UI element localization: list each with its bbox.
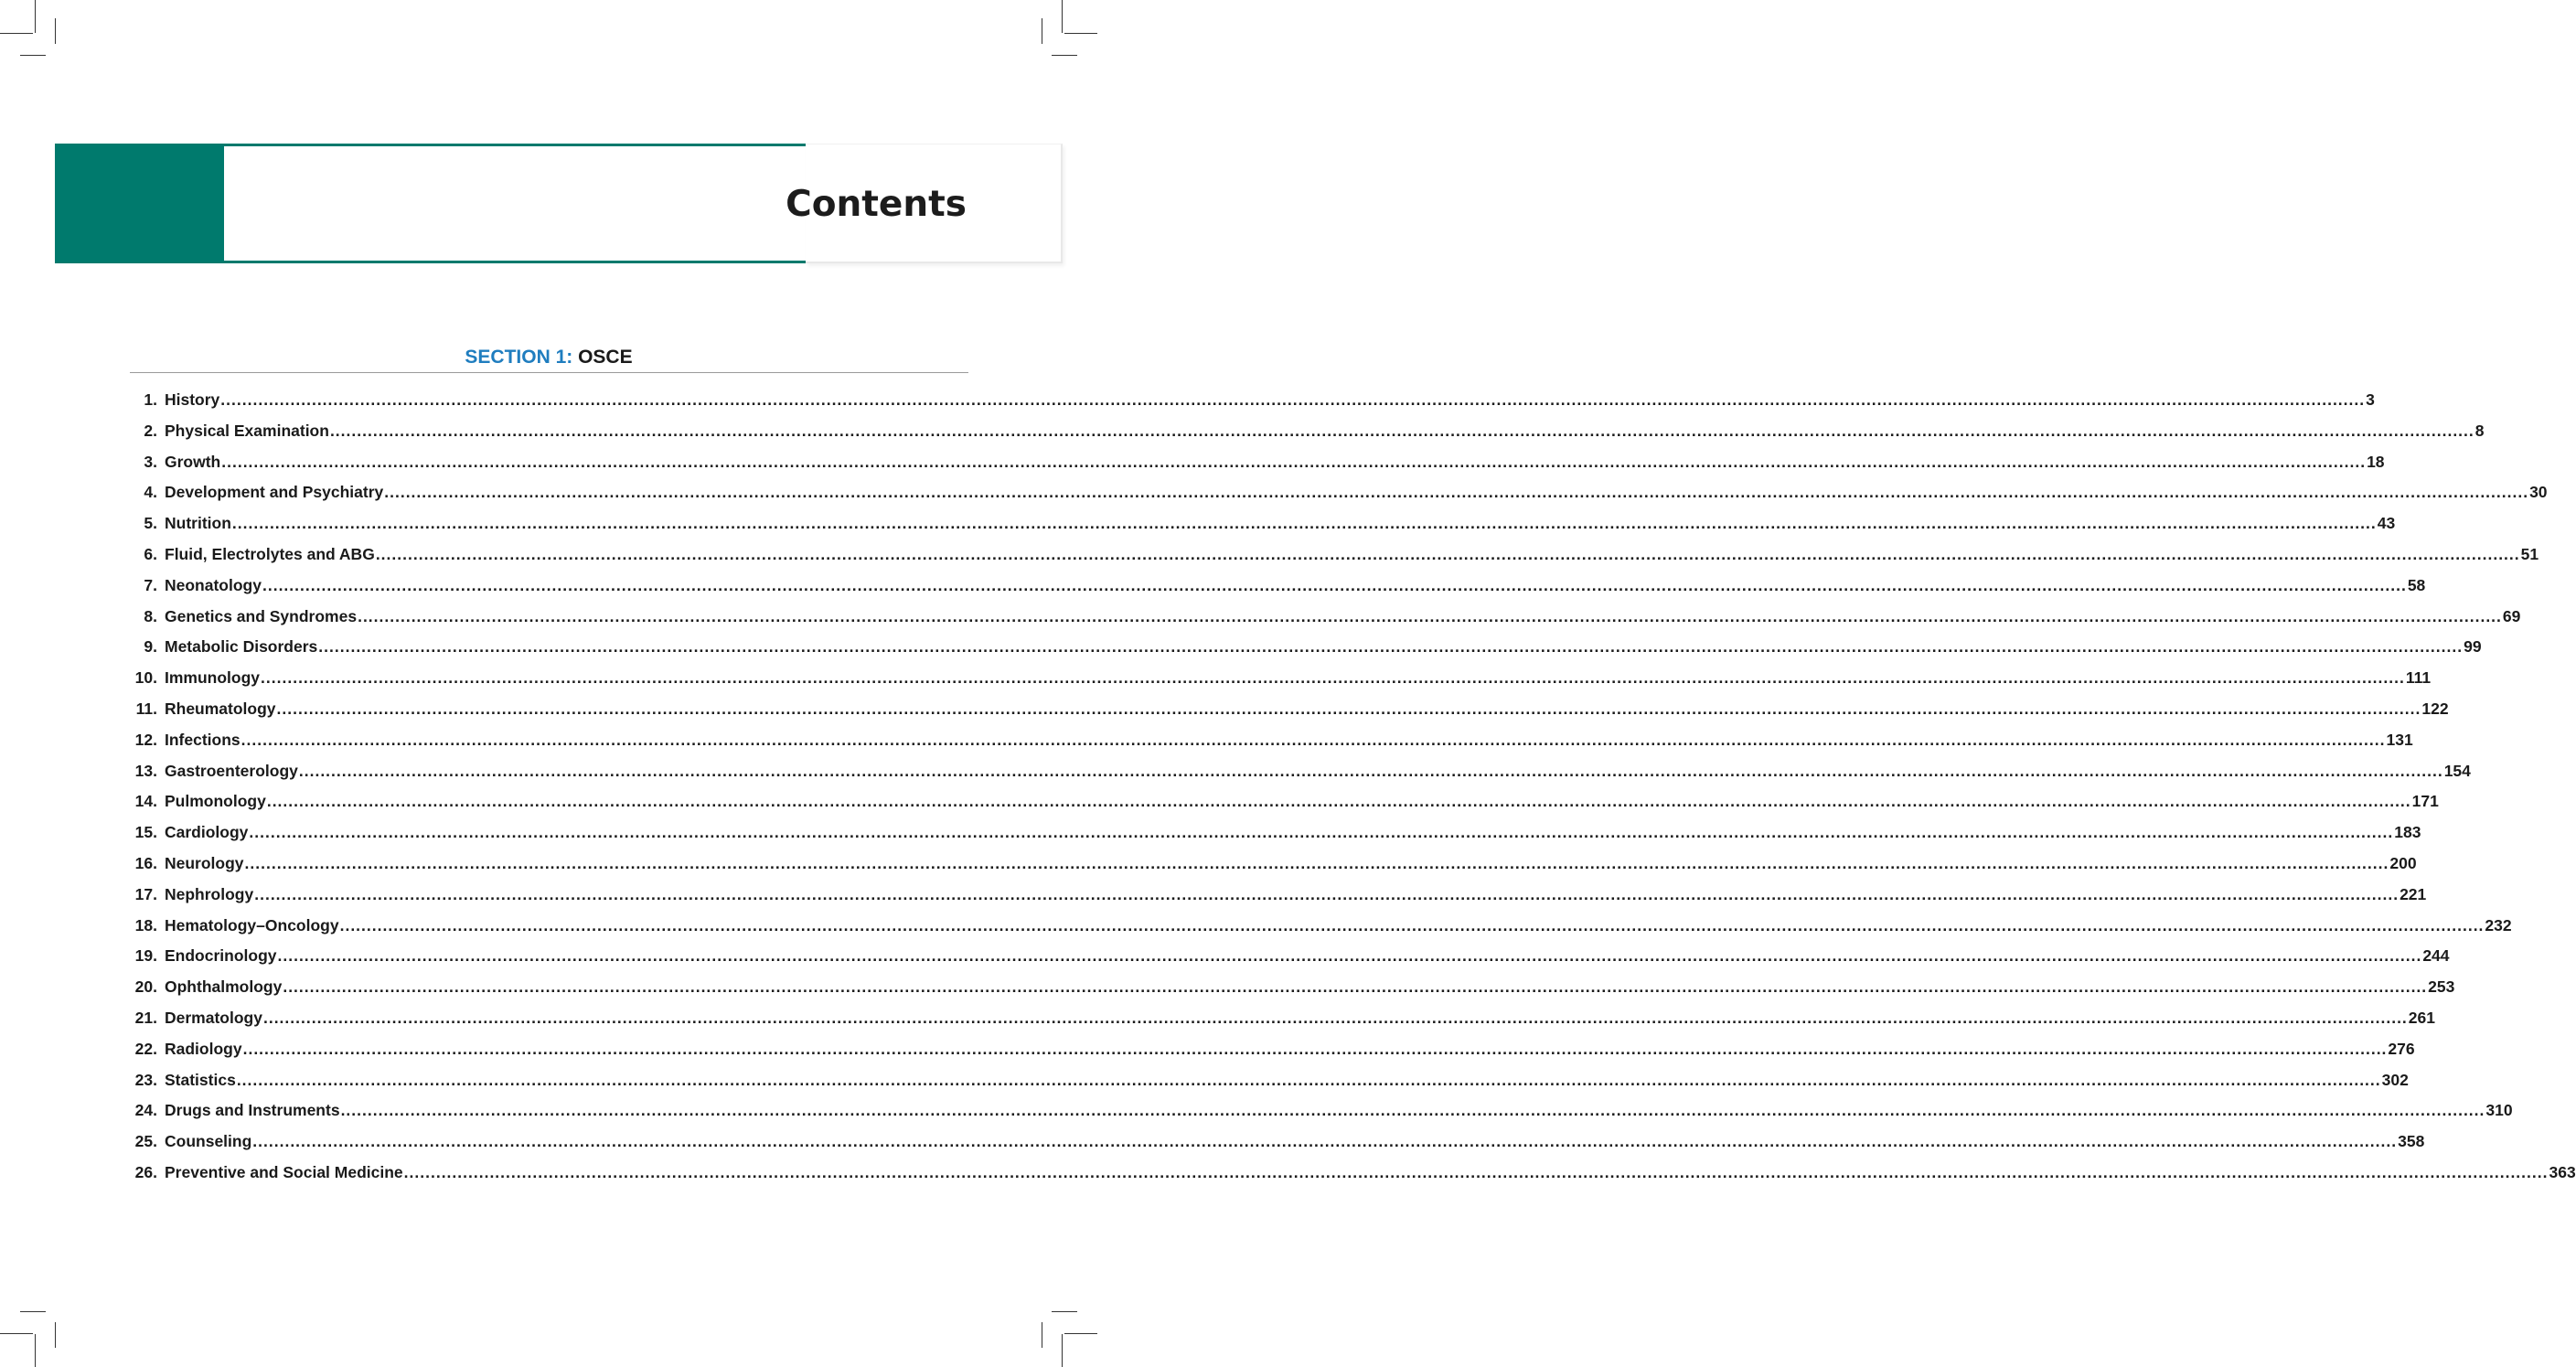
banner-accent-block — [55, 144, 224, 263]
toc-entry-page: 244 — [2422, 946, 2450, 966]
toc-dot-leader: ................................................................................................................................................................................................................................................................................................................................................................................................................ — [358, 606, 2502, 625]
toc-entry-title: Hematology–Oncology — [165, 915, 339, 934]
crop-mark — [20, 1311, 46, 1312]
toc-dot-leader: ................................................................................................................................................................................................................................................................................................................................................................................................................ — [220, 390, 2366, 409]
toc-entry-number: 1. — [144, 390, 157, 409]
toc-entry-page: 3 — [2366, 390, 2375, 409]
toc-entry-page: 58 — [2407, 575, 2426, 594]
toc-entry-page: 18 — [2367, 452, 2385, 471]
toc-entry[interactable] — [130, 1101, 2513, 1132]
toc-entry-number: 16. — [134, 853, 157, 872]
toc-entry-page: 69 — [2502, 606, 2521, 625]
toc-entry[interactable] — [130, 853, 2417, 885]
toc-dot-leader: ................................................................................................................................................................................................................................................................................................................................................................................................................ — [221, 452, 2367, 471]
toc-entry[interactable] — [130, 792, 2439, 823]
toc-entry-page: 253 — [2428, 977, 2455, 997]
crop-mark — [1064, 33, 1097, 34]
toc-entry-page: 200 — [2389, 853, 2417, 872]
toc-entry-title: Nephrology — [165, 884, 254, 903]
toc-dot-leader: ................................................................................................................................................................................................................................................................................................................................................................................................................ — [276, 699, 2421, 718]
toc-dot-leader: ................................................................................................................................................................................................................................................................................................................................................................................................................ — [240, 730, 2386, 749]
toc-dot-leader: ................................................................................................................................................................................................................................................................................................................................................................................................................ — [249, 823, 2394, 842]
toc-entry-title: Development and Psychiatry — [165, 483, 384, 502]
toc-entry-page: 30 — [2529, 483, 2548, 502]
toc-entry-title: Radiology — [165, 1039, 242, 1058]
toc-dot-leader: ................................................................................................................................................................................................................................................................................................................................................................................................................ — [318, 637, 2464, 657]
toc-entry-page: 232 — [2485, 915, 2512, 934]
toc-entry-number: 4. — [144, 483, 157, 502]
toc-entry-title: Counseling — [165, 1132, 252, 1151]
toc-entry-number: 20. — [134, 977, 157, 997]
toc-dot-leader: ................................................................................................................................................................................................................................................................................................................................................................................................................ — [236, 1070, 2381, 1089]
toc-dot-leader: ................................................................................................................................................................................................................................................................................................................................................................................................................ — [329, 421, 2474, 440]
toc-entry[interactable] — [130, 483, 2548, 514]
toc-entry-title: Neurology — [165, 853, 244, 872]
crop-mark — [1062, 1334, 1063, 1367]
toc-entry-number: 19. — [134, 946, 157, 966]
toc-entry-number: 11. — [135, 699, 157, 718]
toc-entry-number: 9. — [144, 637, 157, 657]
toc-entry-title: Infections — [165, 730, 240, 749]
section-heading — [130, 347, 967, 368]
toc-dot-leader: ................................................................................................................................................................................................................................................................................................................................................................................................................ — [262, 575, 2407, 594]
crop-mark — [0, 33, 33, 34]
toc-entry-number: 17. — [134, 884, 157, 903]
section-name: OSCE — [578, 347, 633, 368]
toc-entry-page: 310 — [2485, 1101, 2513, 1120]
toc-entry-title: Growth — [165, 452, 221, 471]
toc-entry-title: Nutrition — [165, 514, 231, 533]
toc-dot-leader: ................................................................................................................................................................................................................................................................................................................................................................................................................ — [298, 761, 2443, 780]
toc-entry-title: Statistics — [165, 1070, 236, 1089]
crop-mark — [1052, 55, 1077, 56]
toc-dot-leader: ................................................................................................................................................................................................................................................................................................................................................................................................................ — [340, 1101, 2485, 1120]
toc-entry[interactable] — [130, 452, 2385, 484]
toc-entry-number: 2. — [144, 421, 157, 440]
toc-entry-page: 221 — [2400, 884, 2427, 903]
crop-mark — [35, 0, 36, 33]
toc-dot-leader: ................................................................................................................................................................................................................................................................................................................................................................................................................ — [375, 544, 2520, 563]
toc-entry[interactable] — [130, 1008, 2435, 1040]
toc-dot-leader: ................................................................................................................................................................................................................................................................................................................................................................................................................ — [266, 792, 2411, 811]
crop-mark — [1064, 1333, 1097, 1334]
toc-entry-page: 99 — [2464, 637, 2482, 657]
toc-entry[interactable] — [130, 946, 2450, 977]
toc-entry-title: Ophthalmology — [165, 977, 283, 997]
toc-entry-page: 111 — [2405, 668, 2432, 688]
toc-entry-number: 24. — [134, 1101, 157, 1120]
toc-entry[interactable] — [130, 544, 2539, 576]
toc-entry[interactable] — [130, 1132, 2425, 1163]
toc-entry[interactable] — [130, 730, 2413, 762]
toc-dot-leader: ................................................................................................................................................................................................................................................................................................................................................................................................................ — [254, 884, 2400, 903]
toc-entry[interactable] — [130, 1039, 2415, 1071]
toc-dot-leader: ................................................................................................................................................................................................................................................................................................................................................................................................................ — [403, 1162, 2549, 1181]
toc-dot-leader: ................................................................................................................................................................................................................................................................................................................................................................................................................ — [231, 514, 2377, 533]
toc-entry-number: 23. — [134, 1070, 157, 1089]
crop-mark — [1062, 0, 1063, 33]
toc-entry-number: 5. — [144, 514, 157, 533]
toc-entry-number: 13. — [134, 761, 157, 780]
crop-mark — [1052, 1311, 1077, 1312]
toc-entry-number: 21. — [134, 1008, 157, 1027]
toc-entry-title: Endocrinology — [165, 946, 277, 966]
toc-entry-title: Drugs and Instruments — [165, 1101, 340, 1120]
toc-entry[interactable] — [130, 668, 2432, 700]
toc-entry-title: Dermatology — [165, 1008, 262, 1027]
toc-dot-leader: ................................................................................................................................................................................................................................................................................................................................................................................................................ — [339, 915, 2485, 934]
section-number: SECTION 1: — [465, 347, 573, 368]
toc-entry-page: 171 — [2411, 792, 2439, 811]
toc-entry-title: Fluid, Electrolytes and ABG — [165, 544, 375, 563]
toc-entry-page: 363 — [2549, 1162, 2576, 1181]
toc-entry[interactable] — [130, 1070, 2409, 1102]
toc-entry[interactable] — [130, 606, 2521, 638]
toc-entry[interactable] — [130, 1162, 2576, 1194]
toc-list — [130, 390, 2576, 1194]
crop-mark — [55, 1322, 56, 1348]
toc-entry-title: Neonatology — [165, 575, 262, 594]
toc-dot-leader: ................................................................................................................................................................................................................................................................................................................................................................................................................ — [242, 1039, 2388, 1058]
toc-dot-leader: ................................................................................................................................................................................................................................................................................................................................................................................................................ — [262, 1008, 2408, 1027]
toc-entry-page: 276 — [2388, 1039, 2415, 1058]
toc-entry-title: Metabolic Disorders — [165, 637, 318, 657]
toc-entry-number: 12. — [134, 730, 157, 749]
toc-entry-number: 6. — [144, 544, 157, 563]
toc-entry-number: 8. — [144, 606, 157, 625]
toc-entry-number: 22. — [134, 1039, 157, 1058]
toc-entry[interactable] — [130, 390, 2375, 422]
toc-entry-page: 43 — [2377, 514, 2396, 533]
toc-entry-number: 18. — [134, 915, 157, 934]
toc-entry[interactable] — [130, 761, 2471, 793]
toc-entry[interactable] — [130, 575, 2426, 607]
toc-entry-page: 154 — [2443, 761, 2471, 780]
toc-entry-page: 131 — [2386, 730, 2413, 749]
toc-entry-number: 15. — [134, 823, 157, 842]
toc-entry[interactable] — [130, 915, 2512, 947]
toc-entry-number: 25. — [134, 1132, 157, 1151]
toc-entry-title: History — [165, 390, 220, 409]
toc-entry[interactable] — [130, 823, 2421, 854]
banner-rule-bottom — [224, 261, 806, 263]
section-divider — [130, 372, 968, 373]
crop-mark — [35, 1334, 36, 1367]
toc-entry[interactable] — [130, 884, 2427, 916]
toc-entry-number: 10. — [134, 668, 157, 688]
toc-entry-page: 8 — [2474, 421, 2485, 440]
toc-entry-title: Immunology — [165, 668, 261, 688]
toc-entry-number: 14. — [134, 792, 157, 811]
toc-entry[interactable] — [130, 699, 2449, 731]
toc-entry-page: 122 — [2421, 699, 2449, 718]
toc-entry-title: Rheumatology — [165, 699, 276, 718]
toc-entry-page: 302 — [2381, 1070, 2409, 1089]
toc-entry-number: 7. — [144, 575, 157, 594]
toc-entry-page: 183 — [2394, 823, 2421, 842]
toc-entry-title: Gastroenterology — [165, 761, 298, 780]
toc-entry-page: 261 — [2408, 1008, 2435, 1027]
toc-entry-title: Genetics and Syndromes — [165, 606, 358, 625]
toc-entry-title: Physical Examination — [165, 421, 329, 440]
toc-entry-page: 51 — [2520, 544, 2539, 563]
toc-dot-leader: ................................................................................................................................................................................................................................................................................................................................................................................................................ — [261, 668, 2405, 688]
toc-dot-leader: ................................................................................................................................................................................................................................................................................................................................................................................................................ — [384, 483, 2529, 502]
banner-rule-top — [224, 144, 806, 146]
toc-dot-leader: ................................................................................................................................................................................................................................................................................................................................................................................................................ — [283, 977, 2428, 997]
toc-entry[interactable] — [130, 514, 2396, 545]
contents-banner — [55, 144, 1063, 263]
crop-mark — [20, 55, 46, 56]
toc-entry[interactable] — [130, 977, 2455, 1009]
toc-entry[interactable] — [130, 637, 2482, 668]
page-title: Contents — [786, 184, 967, 225]
toc-entry-number: 26. — [134, 1162, 157, 1181]
toc-dot-leader: ................................................................................................................................................................................................................................................................................................................................................................................................................ — [252, 1132, 2398, 1151]
toc-entry-number: 3. — [144, 452, 157, 471]
crop-mark — [0, 1333, 33, 1334]
toc-dot-leader: ................................................................................................................................................................................................................................................................................................................................................................................................................ — [277, 946, 2422, 966]
toc-entry[interactable] — [130, 421, 2485, 453]
toc-entry-title: Preventive and Social Medicine — [165, 1162, 403, 1181]
toc-entry-title: Pulmonology — [165, 792, 266, 811]
crop-mark — [55, 18, 56, 44]
toc-entry-title: Cardiology — [165, 823, 249, 842]
toc-entry-page: 358 — [2398, 1132, 2425, 1151]
toc-dot-leader: ................................................................................................................................................................................................................................................................................................................................................................................................................ — [244, 853, 2389, 872]
